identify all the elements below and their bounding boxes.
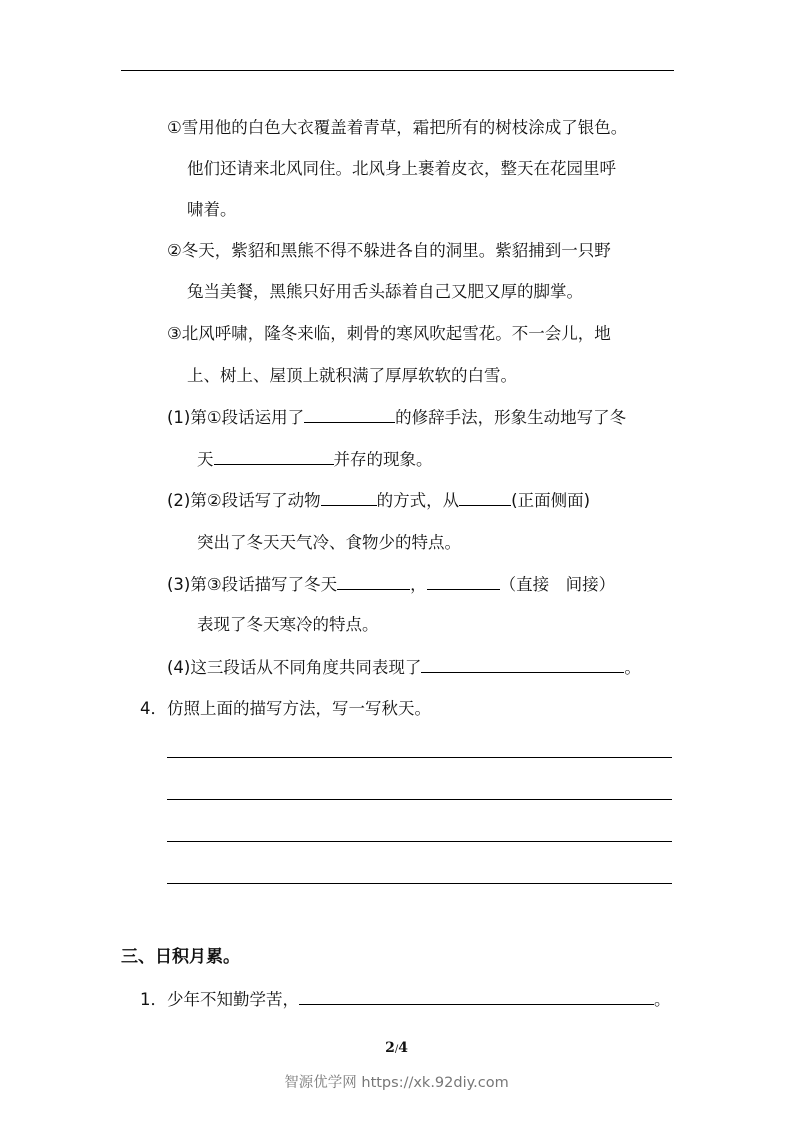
page-separator: / xyxy=(394,1044,399,1055)
footer-watermark: 智源优学网 https://xk.92diy.com xyxy=(284,1075,509,1091)
section-3-item-1 xyxy=(140,988,671,1011)
page-total: 4 xyxy=(398,1040,408,1056)
paragraph-1-line-1: ①雪用他的白色大衣覆盖着青草，霜把所有的树枝涂成了银色。 xyxy=(167,118,628,137)
answer-blank-animal-way[interactable] xyxy=(321,489,377,506)
question-1-line-2 xyxy=(197,448,433,471)
task-4-prompt: 4．仿照上面的描写方法，写一写秋天。 xyxy=(140,699,431,718)
paragraph-1-line-2: 他们还请来北风同住。北风身上裹着皮衣，整天在花园里呼 xyxy=(187,159,616,178)
section-3-item-1-end: 。 xyxy=(654,990,671,1009)
section-3-item-1-text: 1．少年不知勤学苦， xyxy=(140,990,299,1009)
answer-blank-coexist[interactable] xyxy=(214,448,334,465)
question-2-line-1 xyxy=(167,489,590,512)
answer-blank-winter-1[interactable] xyxy=(337,573,410,590)
answer-blank-theme[interactable] xyxy=(421,656,624,673)
answer-blank-rhetoric[interactable] xyxy=(304,406,395,423)
question-1-text-a: (1)第①段话运用了 xyxy=(167,408,305,427)
header-rule xyxy=(121,70,674,71)
paragraph-3-line-2: 上、树上、屋顶上就积满了厚厚软软的白雪。 xyxy=(187,366,517,385)
question-4-line xyxy=(167,656,641,679)
question-3-text-c: （直接 间接） xyxy=(499,575,616,594)
paragraph-2-line-1: ②冬天，紫貂和黑熊不得不躲进各自的洞里。紫貂捕到一只野 xyxy=(167,241,611,260)
question-1-text-c: 天 xyxy=(197,450,214,469)
question-4-text-a: (4)这三段话从不同角度共同表现了 xyxy=(167,658,422,677)
question-3-line-1 xyxy=(167,573,615,596)
question-2-text-b: 的方式，从 xyxy=(376,491,460,510)
question-3-line-2: 表现了冬天寒冷的特点。 xyxy=(197,615,379,634)
writing-line-4[interactable] xyxy=(167,883,672,884)
question-2-line-2: 突出了冬天天气冷、食物少的特点。 xyxy=(197,533,461,552)
paragraph-3-line-1: ③北风呼啸，隆冬来临，刺骨的寒风吹起雪花。不一会儿，地 xyxy=(167,324,611,343)
answer-blank-poem[interactable] xyxy=(299,988,654,1005)
page-current: 2 xyxy=(385,1040,395,1056)
writing-line-1[interactable] xyxy=(167,757,672,758)
section-3-heading: 三、日积月累。 xyxy=(121,947,240,967)
question-2-text-c: (正面侧面) xyxy=(511,491,591,510)
question-1-text-b: 的修辞手法，形象生动地写了冬 xyxy=(395,408,627,427)
paragraph-1-line-3: 啸着。 xyxy=(187,200,237,219)
question-1-line-1 xyxy=(167,406,626,429)
question-4-text-b: 。 xyxy=(624,658,641,677)
question-3-text-b: ， xyxy=(410,575,427,594)
writing-line-2[interactable] xyxy=(167,799,672,800)
paragraph-2-line-2: 兔当美餐，黑熊只好用舌头舔着自己又肥又厚的脚掌。 xyxy=(187,282,583,301)
writing-line-3[interactable] xyxy=(167,841,672,842)
answer-blank-side[interactable] xyxy=(459,489,511,506)
question-3-text-a: (3)第③段话描写了冬天 xyxy=(167,575,338,594)
answer-blank-winter-2[interactable] xyxy=(427,573,500,590)
question-1-text-d: 并存的现象。 xyxy=(333,450,433,469)
page-number xyxy=(0,1040,793,1056)
question-2-text-a: (2)第②段话写了动物 xyxy=(167,491,321,510)
